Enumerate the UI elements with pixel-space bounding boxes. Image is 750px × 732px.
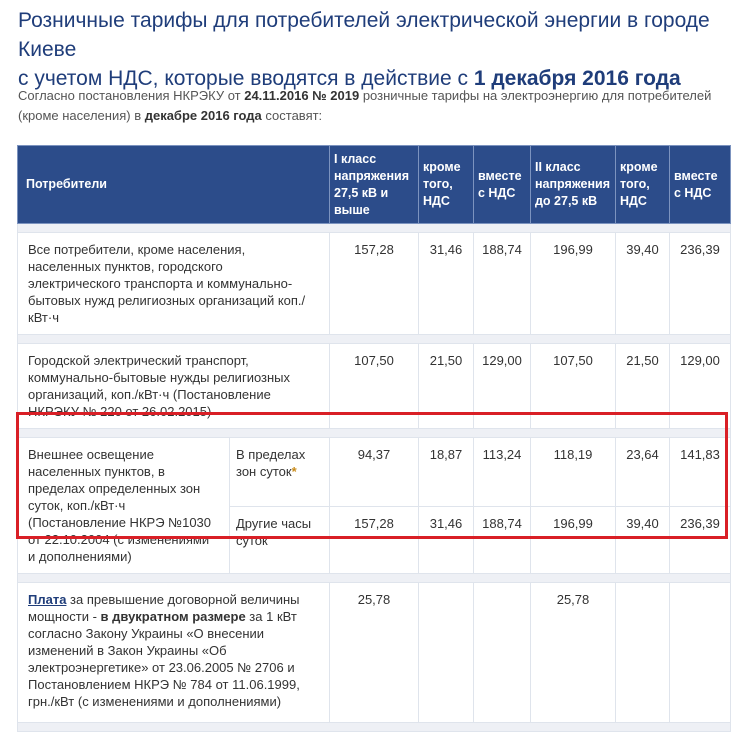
cell-value: 107,50 — [531, 344, 616, 429]
cell-value: 21,50 — [616, 344, 670, 429]
sub-label: В пределах зон суток — [236, 447, 306, 479]
cell-value: 25,78 — [531, 583, 616, 723]
cell-value: 118,19 — [531, 438, 616, 507]
cell-empty — [474, 583, 531, 723]
row-gap — [18, 574, 731, 583]
row-3-sub-1-label — [230, 438, 330, 507]
table-row — [18, 583, 731, 723]
cell-value: 236,39 — [670, 506, 731, 573]
cell-value: 188,74 — [474, 506, 531, 573]
cell-empty — [670, 583, 731, 723]
cell-value: 141,83 — [670, 438, 731, 507]
cell-value: 157,28 — [330, 233, 419, 335]
cell-value: 31,46 — [419, 233, 474, 335]
cell-value: 39,40 — [616, 506, 670, 573]
cell-value: 107,50 — [330, 344, 419, 429]
table-row — [18, 233, 731, 335]
cell-value: 25,78 — [330, 583, 419, 723]
row-gap — [18, 224, 731, 233]
cell-value: 236,39 — [670, 233, 731, 335]
row-3-desc: Внешнее освещение населенных пунктов, в пределах определенных зон суток, коп./кВт·ч (Постановление НКРЭ №1030 от 22.10.2004 (с изменениями и дополнениями) — [18, 438, 230, 574]
header-total-1: вместе с НДС — [474, 146, 531, 224]
cell-value: 196,99 — [531, 506, 616, 573]
row-gap — [18, 335, 731, 344]
cell-value: 157,28 — [330, 506, 419, 573]
row-4-text-1: за превышение договорной величины мощности - — [28, 592, 300, 624]
row-gap — [18, 429, 731, 438]
intro-part-2: розничные тарифы на электроэнергию для потребителей (кроме населения) в — [18, 88, 712, 123]
cell-value: 129,00 — [670, 344, 731, 429]
header-consumers: Потребители — [18, 146, 330, 224]
cell-value: 94,37 — [330, 438, 419, 507]
intro-part-1: Согласно постановления НКРЭКУ от — [18, 88, 245, 103]
cell-value: 18,87 — [419, 438, 474, 507]
cell-value: 188,74 — [474, 233, 531, 335]
page-title — [18, 6, 738, 93]
header-vat-1: кроме того, НДС — [419, 146, 474, 224]
row-1-desc: Все потребители, кроме населения, населенных пунктов, городского электрического транспорта и коммунально-бытовых нужд религиозных организаций коп./кВт·ч — [18, 233, 330, 335]
cell-value: 23,64 — [616, 438, 670, 507]
cell-value: 129,00 — [474, 344, 531, 429]
tariff-table — [17, 145, 731, 732]
intro-resolution: 24.11.2016 № 2019 — [244, 88, 360, 103]
intro-part-3: составят: — [261, 108, 323, 123]
intro-month: декабре 2016 года — [144, 108, 262, 123]
row-4-desc — [18, 583, 330, 723]
row-2-desc: Городской электрический транспорт, коммунально-бытовые нужды религиозных организаций, коп./кВт·ч (Постановление НКРЭКУ № 220 от 26.02.2015) — [18, 344, 330, 429]
footnote-star: * — [291, 464, 297, 479]
cell-value: 21,50 — [419, 344, 474, 429]
cell-value: 196,99 — [531, 233, 616, 335]
title-date: 1 декабря 2016 года — [473, 67, 681, 90]
intro-text — [18, 86, 738, 126]
cell-value: 113,24 — [474, 438, 531, 507]
title-line-1: Розничные тарифы для потребителей электрической энергии в городе Киеве — [18, 9, 710, 61]
row-4-text-2: за 1 кВт согласно Закону Украины «О внесении изменений в Закон Украины «Об электроэнергетике» от 23.06.2005 № 2706 и Постановлением НКРЭ № 784 от 11.06.1999, грн./кВт (с изменениями и дополнениями) — [28, 609, 300, 709]
table-row — [18, 438, 731, 507]
cell-empty — [616, 583, 670, 723]
header-vat-2: кроме того, НДС — [616, 146, 670, 224]
cell-value: 31,46 — [419, 506, 474, 573]
row-4-bold: в двукратном размере — [100, 609, 246, 624]
cell-empty — [419, 583, 474, 723]
row-3-sub-2-label: Другие часы суток — [230, 506, 330, 573]
table-row — [18, 344, 731, 429]
table-header-row — [18, 146, 731, 224]
title-line-2: с учетом НДС, которые вводятся в действие с — [18, 67, 474, 90]
header-class-1: I класс напряжения 27,5 кВ и выше — [330, 146, 419, 224]
row-gap — [18, 723, 731, 732]
cell-value: 39,40 — [616, 233, 670, 335]
header-total-2: вместе с НДС — [670, 146, 731, 224]
header-class-2: II класс напряжения до 27,5 кВ — [531, 146, 616, 224]
payment-link[interactable]: Плата — [28, 592, 67, 607]
